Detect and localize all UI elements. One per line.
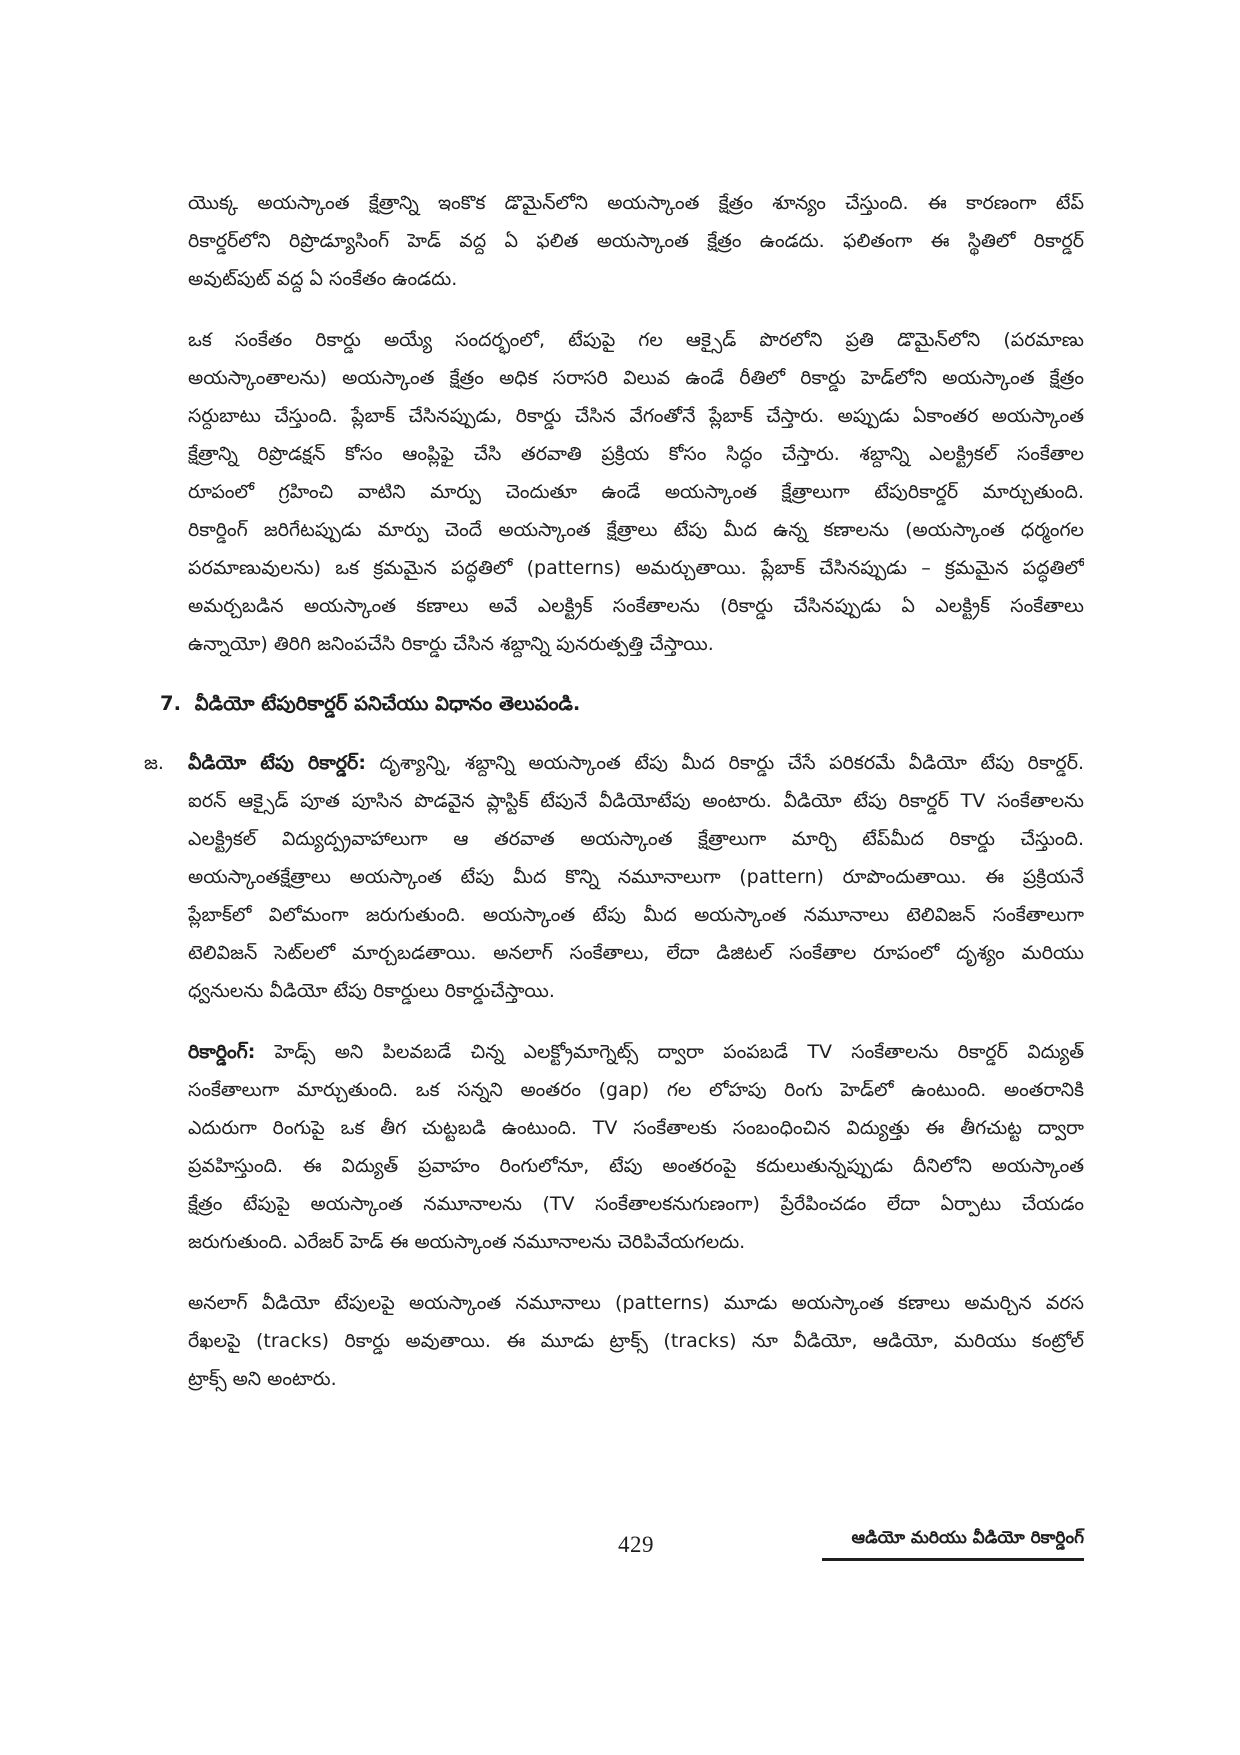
- recording-term: రికార్డింగ్:: [188, 1041, 256, 1063]
- text-line: ఎదురుగా రింగుపై ఒక తీగ చుట్టబడి ఉంటుంది. TV సంకేతాలకు సంబంధించిన విద్యుత్తు ఈ తీగచుట్ట ద్వారా: [188, 1117, 1084, 1139]
- paragraph-video-tape-recorder: [188, 744, 1084, 1010]
- text-line: రేఖలపై (tracks) రికార్డు అవుతాయి. ఈ మూడు ట్రాక్స్ (tracks) నూ వీడియో, ఆడియో, మరియు కంట్రోల్: [188, 1330, 1084, 1352]
- text-line: అనలాగ్ వీడియో టేపులపై అయస్కాంత నమూనాలు (patterns) మూడు అయస్కాంత కణాలు అమర్చిన వరస: [188, 1292, 1084, 1314]
- page-body: [144, 184, 1084, 1421]
- page-footer: [188, 1528, 1084, 1588]
- text-line: జరుగుతుంది. ఎరేజర్ హెడ్ ఈ అయస్కాంత నమూనాలను చెరిపివేయగలదు.: [188, 1231, 746, 1253]
- question-text: వీడియో టేపురికార్డర్ పనిచేయు విధానం తెలుపండి.: [194, 692, 581, 715]
- text-line: ప్రవహిస్తుంది. ఈ విద్యుత్ ప్రవాహం రింగులోనూ, టేపు అంతరంపై కదులుతున్నప్పుడు దీనిలోని అయస్కాంత: [188, 1155, 1084, 1177]
- text-line: [188, 744, 1084, 782]
- paragraph-domain-cancellation: [188, 184, 1084, 298]
- text-line: క్షేత్రం టేపుపై అయస్కాంత నమూనాలను (TV సంకేతాలకనుగుణంగా) ప్రేరేపించడం లేదా ఏర్పాటు చేయడం: [188, 1193, 1084, 1215]
- answer-block: [144, 744, 1084, 1010]
- recording-first-line: హెడ్స్ అని పిలవబడే చిన్న ఎలక్ట్రోమాగ్నెట్స్ ద్వారా పంపబడే TV సంకేతాలను రికార్డర్ విద్యుత్: [255, 1041, 1084, 1063]
- text-line: అమర్చబడిన అయస్కాంత కణాలు అవే ఎలక్ట్రిక్ సంకేతాలను (రికార్డు చేసినప్పుడు ఏ ఎలక్ట్రిక్ సంకేతాలు: [188, 595, 1084, 617]
- text-line: [188, 1033, 1084, 1071]
- page-number: 429: [618, 1532, 654, 1557]
- paragraph-signal-recording: [188, 321, 1084, 663]
- text-line: ట్రాక్స్ అని అంటారు.: [188, 1368, 337, 1390]
- text-line: అయస్కాంతక్షేత్రాలు అయస్కాంత టేపు మీద కొన్ని నమూనాలుగా (pattern) రూపొందుతాయి. ఈ ప్రక్రియనే: [188, 866, 1084, 888]
- paragraph-recording: [188, 1033, 1084, 1261]
- answer-first-line: దృశ్యాన్ని, శబ్దాన్ని అయస్కాంత టేపు మీద రికార్డు చేసే పరికరమే వీడియో టేపు రికార్డర్.: [365, 752, 1084, 774]
- text-line: పరమాణువులను) ఒక క్రమమైన పద్ధతిలో (patterns) అమర్చుతాయి. ప్లేబాక్ చేసినప్పుడు – క్రమమైన పద్ధతిలో: [188, 557, 1084, 579]
- question-heading: [160, 686, 1084, 722]
- text-line: అవుట్‌పుట్ వద్ద ఏ సంకేతం ఉండదు.: [188, 268, 458, 290]
- text-line: ఎలక్ట్రికల్ విద్యుద్ప్రవాహాలుగా ఆ తరవాత అయస్కాంత క్షేత్రాలుగా మార్చి టేప్‌మీద రికార్డు చేస్తుంది.: [188, 828, 1084, 850]
- text-line: ప్లేబాక్‌లో విలోమంగా జరుగుతుంది. అయస్కాంత టేపు మీద అయస్కాంత నమూనాలు టెలివిజన్ సంకేతాలుగా: [188, 904, 1084, 926]
- text-line: రికార్డింగ్ జరిగేటప్పుడు మార్పు చెందే అయస్కాంత క్షేత్రాలు టేపు మీద ఉన్న కణాలను (అయస్కాంత ధర్మంగల: [188, 519, 1084, 541]
- text-line: ఉన్నాయో) తిరిగి జనింపచేసి రికార్డు చేసిన శబ్దాన్ని పునరుత్పత్తి చేస్తాయి.: [188, 633, 714, 655]
- text-line: ఐరన్ ఆక్సైడ్ పూత పూసిన పొడవైన ప్లాస్టిక్ టేపునే వీడియోటేపు అంటారు. వీడియో టేపు రికార్డర్ TV సంకేతాలను: [188, 790, 1084, 812]
- text-line: యొక్క అయస్కాంత క్షేత్రాన్ని ఇంకొక డొమైన్‌లోని అయస్కాంత క్షేత్రం శూన్యం చేస్తుంది. ఈ కారణంగా టేప్: [188, 192, 1084, 214]
- text-line: క్షేత్రాన్ని రిప్రొడక్షన్ కోసం ఆంప్లిఫై చేసి తరవాతి ప్రక్రియ కోసం సిద్ధం చేస్తారు. శబ్దాన్ని ఎలక్ట్రికల్ సంకేతాల: [188, 443, 1084, 465]
- text-line: ఒక సంకేతం రికార్డు అయ్యే సందర్భంలో, టేపుపై గల ఆక్సైడ్ పొరలోని ప్రతి డొమైన్‌లోని (పరమాణు: [188, 329, 1084, 351]
- text-line: అయస్కాంతాలను) అయస్కాంత క్షేత్రం అధిక సరాసరి విలువ ఉండే రీతిలో రికార్డు హెడ్‌లోని అయస్కాంత క్షేత్రం: [188, 367, 1084, 389]
- text-line: రికార్డర్‌లోని రిప్రొడ్యూసింగ్ హెడ్ వద్ద ఏ ఫలిత అయస్కాంత క్షేత్రం ఉండదు. ఫలితంగా ఈ స్థితిలో రికార్డర్: [188, 230, 1084, 252]
- running-title: ఆడియో మరియు వీడియో రికార్డింగ్: [851, 1528, 1084, 1548]
- text-line: ధ్వనులను వీడియో టేపు రికార్డులు రికార్డుచేస్తాయి.: [188, 980, 555, 1002]
- question-number: 7.: [160, 692, 181, 715]
- answer-marker: జ.: [144, 752, 164, 774]
- running-title-underline: [822, 1558, 1084, 1561]
- text-line: సంకేతాలుగా మార్చుతుంది. ఒక సన్నని అంతరం (gap) గల లోహపు రింగు హెడ్‌లో ఉంటుంది. అంతరానికి: [188, 1079, 1084, 1101]
- paragraph-analog-tracks: [188, 1284, 1084, 1398]
- answer-term: వీడియో టేపు రికార్డర్:: [188, 752, 366, 774]
- text-line: రూపంలో గ్రహించి వాటిని మార్పు చెందుతూ ఉండే అయస్కాంత క్షేత్రాలుగా టేపురికార్డర్ మార్చుతుంది.: [188, 481, 1084, 503]
- text-line: సర్దుబాటు చేస్తుంది. ప్లేబాక్ చేసినప్పుడు, రికార్డు చేసిన వేగంతోనే ప్లేబాక్ చేస్తారు. అప్పుడు ఏకాంతర అయస్కాంత: [188, 405, 1084, 427]
- text-line: టెలివిజన్ సెట్‌లలో మార్చబడతాయి. అనలాగ్ సంకేతాలు, లేదా డిజిటల్ సంకేతాల రూపంలో దృశ్యం మరియు: [188, 942, 1084, 964]
